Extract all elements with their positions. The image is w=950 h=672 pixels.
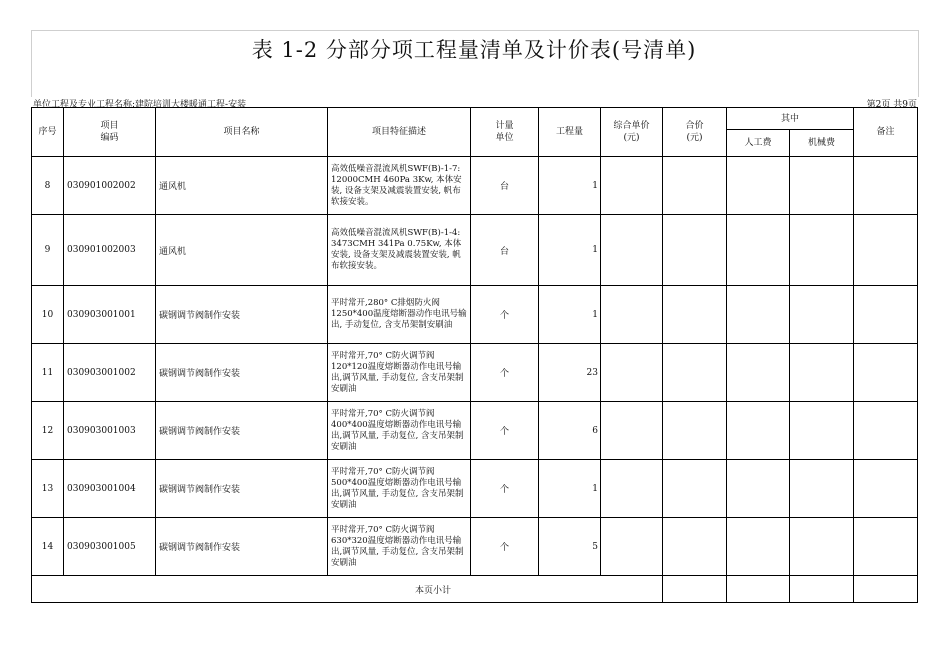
table-row [32, 518, 918, 576]
header-row [32, 108, 918, 130]
row-total [663, 402, 727, 460]
row-remarks [854, 215, 918, 286]
row-total [663, 157, 727, 215]
row-total [663, 518, 727, 576]
row-total [663, 344, 727, 402]
subtotal-labor [727, 576, 790, 603]
row-features: 平时常开,70° C防火调节阀630*320温度熔断器动作电讯号输出,调节风量, 手动复位, 含支吊架制安刷油 [328, 518, 471, 576]
row-remarks [854, 157, 918, 215]
row-quantity: 5 [539, 518, 601, 576]
row-labor [727, 286, 790, 344]
row-unit: 个 [471, 518, 539, 576]
row-name: 通风机 [156, 215, 328, 286]
header-remarks: 备注 [854, 108, 918, 157]
row-unit: 个 [471, 344, 539, 402]
row-name: 碳钢调节阀制作安装 [156, 344, 328, 402]
row-seq: 14 [32, 518, 64, 576]
row-unit: 个 [471, 402, 539, 460]
row-unit-price [601, 286, 663, 344]
row-seq: 11 [32, 344, 64, 402]
row-unit-price [601, 344, 663, 402]
row-code: 030903001004 [64, 460, 156, 518]
row-seq: 9 [32, 215, 64, 286]
row-unit: 个 [471, 286, 539, 344]
subtotal-row [32, 576, 918, 603]
row-quantity: 6 [539, 402, 601, 460]
row-quantity: 1 [539, 215, 601, 286]
row-code: 030903001005 [64, 518, 156, 576]
table-row [32, 402, 918, 460]
project-name: 单位工程及专业工程名称:建院培训大楼暖通工程-安装 [33, 100, 247, 110]
row-seq: 13 [32, 460, 64, 518]
table-row [32, 344, 918, 402]
bill-of-quantities-table [31, 107, 918, 603]
row-name: 通风机 [156, 157, 328, 215]
row-code: 030903001001 [64, 286, 156, 344]
table-row [32, 157, 918, 215]
header-seq: 序号 [32, 108, 64, 157]
header-code: 项目 编码 [64, 108, 156, 157]
row-machine [790, 215, 854, 286]
header-machine: 机械费 [790, 130, 854, 157]
header-name: 项目名称 [156, 108, 328, 157]
row-labor [727, 344, 790, 402]
row-total [663, 460, 727, 518]
table-row [32, 215, 918, 286]
row-total [663, 286, 727, 344]
row-labor [727, 518, 790, 576]
row-seq: 10 [32, 286, 64, 344]
row-features: 平时常开,70° C防火调节阀500*400温度熔断器动作电讯号输出,调节风量, 手动复位, 含支吊架制安刷油 [328, 460, 471, 518]
row-name: 碳钢调节阀制作安装 [156, 286, 328, 344]
row-code: 030901002003 [64, 215, 156, 286]
header-among: 其中 [727, 108, 854, 130]
row-quantity: 1 [539, 286, 601, 344]
row-features: 高效低噪音混流风机SWF(B)-1-7: 12000CMH 460Pa 3Kw, 本体安装, 设备支架及减震装置安装, 帆布软接安装。 [328, 157, 471, 215]
row-total [663, 215, 727, 286]
row-code: 030903001003 [64, 402, 156, 460]
header-unit: 计量 单位 [471, 108, 539, 157]
row-quantity: 1 [539, 460, 601, 518]
header-total: 合价 (元) [663, 108, 727, 157]
subtotal-machine [790, 576, 854, 603]
header-labor: 人工费 [727, 130, 790, 157]
row-labor [727, 215, 790, 286]
row-remarks [854, 344, 918, 402]
header-quantity: 工程量 [539, 108, 601, 157]
row-machine [790, 344, 854, 402]
row-unit: 台 [471, 215, 539, 286]
row-code: 030903001002 [64, 344, 156, 402]
row-labor [727, 157, 790, 215]
row-remarks [854, 460, 918, 518]
row-unit-price [601, 460, 663, 518]
table-row [32, 286, 918, 344]
row-unit-price [601, 518, 663, 576]
row-features: 平时常开,70° C防火调节阀120*120温度熔断器动作电讯号输出,调节风量, 手动复位, 含支吊架制安刷油 [328, 344, 471, 402]
row-unit-price [601, 215, 663, 286]
row-remarks [854, 518, 918, 576]
header-unit-price: 综合单价 (元) [601, 108, 663, 157]
row-features: 平时常开,70° C防火调节阀400*400温度熔断器动作电讯号输出,调节风量, 手动复位, 含支吊架制安刷油 [328, 402, 471, 460]
page-title: 表 1-2 分部分项工程量清单及计价表(号清单) [251, 38, 697, 62]
row-seq: 12 [32, 402, 64, 460]
subtotal-label: 本页小计 [32, 576, 663, 603]
row-machine [790, 286, 854, 344]
row-quantity: 1 [539, 157, 601, 215]
row-unit: 台 [471, 157, 539, 215]
row-name: 碳钢调节阀制作安装 [156, 518, 328, 576]
row-machine [790, 518, 854, 576]
row-labor [727, 460, 790, 518]
row-unit-price [601, 157, 663, 215]
subtotal-remarks [854, 576, 918, 603]
header-features: 项目特征描述 [328, 108, 471, 157]
row-unit-price [601, 402, 663, 460]
row-unit: 个 [471, 460, 539, 518]
row-quantity: 23 [539, 344, 601, 402]
page-number: 第2页 共9页 [866, 100, 917, 110]
row-name: 碳钢调节阀制作安装 [156, 402, 328, 460]
row-machine [790, 157, 854, 215]
table-row [32, 460, 918, 518]
row-features: 平时常开,280° C排烟防火阀1250*400温度熔断器动作电讯号输出, 手动复位, 含支吊架制安刷油 [328, 286, 471, 344]
row-machine [790, 460, 854, 518]
row-labor [727, 402, 790, 460]
row-remarks [854, 286, 918, 344]
row-remarks [854, 402, 918, 460]
row-machine [790, 402, 854, 460]
row-features: 高效低噪音混流风机SWF(B)-1-4: 3473CMH 341Pa 0.75Kw, 本体安装, 设备支架及减震装置安装, 帆布软接安装。 [328, 215, 471, 286]
row-name: 碳钢调节阀制作安装 [156, 460, 328, 518]
subtotal-total [663, 576, 727, 603]
row-seq: 8 [32, 157, 64, 215]
row-code: 030901002002 [64, 157, 156, 215]
